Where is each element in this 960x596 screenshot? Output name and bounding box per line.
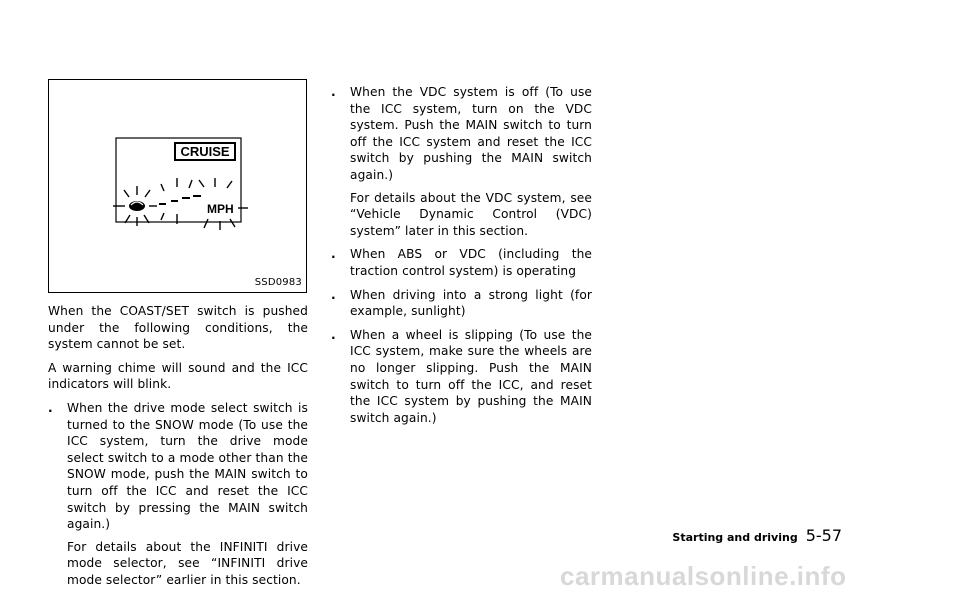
list-item-text: When a wheel is slipping (To use the ICC system, make sure the wheels are no longer slipping. Push the MAIN switch to turn off the ICC, and reset the ICC system by pushing the MAIN switch again.) bbox=[350, 327, 592, 425]
list-item bbox=[331, 327, 592, 427]
list-item bbox=[331, 246, 592, 279]
bullet-marker: . bbox=[331, 287, 336, 302]
warning-paragraph: A warning chime will sound and the ICC indicators will blink. bbox=[48, 360, 308, 392]
bullet-marker: . bbox=[331, 247, 336, 262]
cruise-indicator-label: CRUISE bbox=[180, 144, 230, 159]
bullet-marker: . bbox=[331, 85, 336, 99]
page-footer bbox=[672, 526, 842, 545]
list-item bbox=[48, 400, 308, 589]
list-item bbox=[331, 287, 592, 320]
icc-indicator-figure bbox=[48, 79, 307, 293]
list-item-text: When the drive mode select switch is turned to the SNOW mode (To use the ICC system, turn the drive mode select switch to a mode other than the SNOW mode, push the MAIN switch to turn off the ICC and reset the ICC switch by pressing the MAIN switch again.) bbox=[67, 400, 308, 532]
list-item-text: When the VDC system is off (To use the ICC system, turn on the VDC system. Push the MAIN switch to turn off the ICC system and reset the ICC switch by pushing the MAIN switch again.) bbox=[350, 85, 592, 182]
list-item-reference: For details about the INFINITI drive mode selector, see “INFINITI drive mode selector” earlier in this section. bbox=[67, 539, 308, 587]
page-number: 5-57 bbox=[805, 526, 842, 545]
list-item-text: When ABS or VDC (including the traction control system) is operating bbox=[350, 247, 592, 278]
icc-blinking-indicator-illustration bbox=[49, 80, 308, 294]
bullet-marker: . bbox=[331, 327, 336, 342]
intro-paragraph: When the COAST/SET switch is pushed under the following conditions, the system cannot be set. bbox=[48, 304, 308, 352]
list-item-reference: For details about the VDC system, see “Vehicle Dynamic Control (VDC) system” later in this section. bbox=[350, 190, 592, 238]
section-title: Starting and driving bbox=[672, 531, 798, 544]
list-item-text: When driving into a strong light (for example, sunlight) bbox=[350, 287, 592, 319]
figure-caption: SSD0983 bbox=[254, 277, 302, 288]
mph-unit-label: MPH bbox=[207, 202, 234, 216]
left-column bbox=[48, 303, 308, 596]
list-item bbox=[331, 84, 592, 239]
bullet-marker: . bbox=[48, 400, 53, 415]
watermark: carmanualsonline.info bbox=[560, 561, 847, 591]
right-column bbox=[331, 84, 592, 433]
